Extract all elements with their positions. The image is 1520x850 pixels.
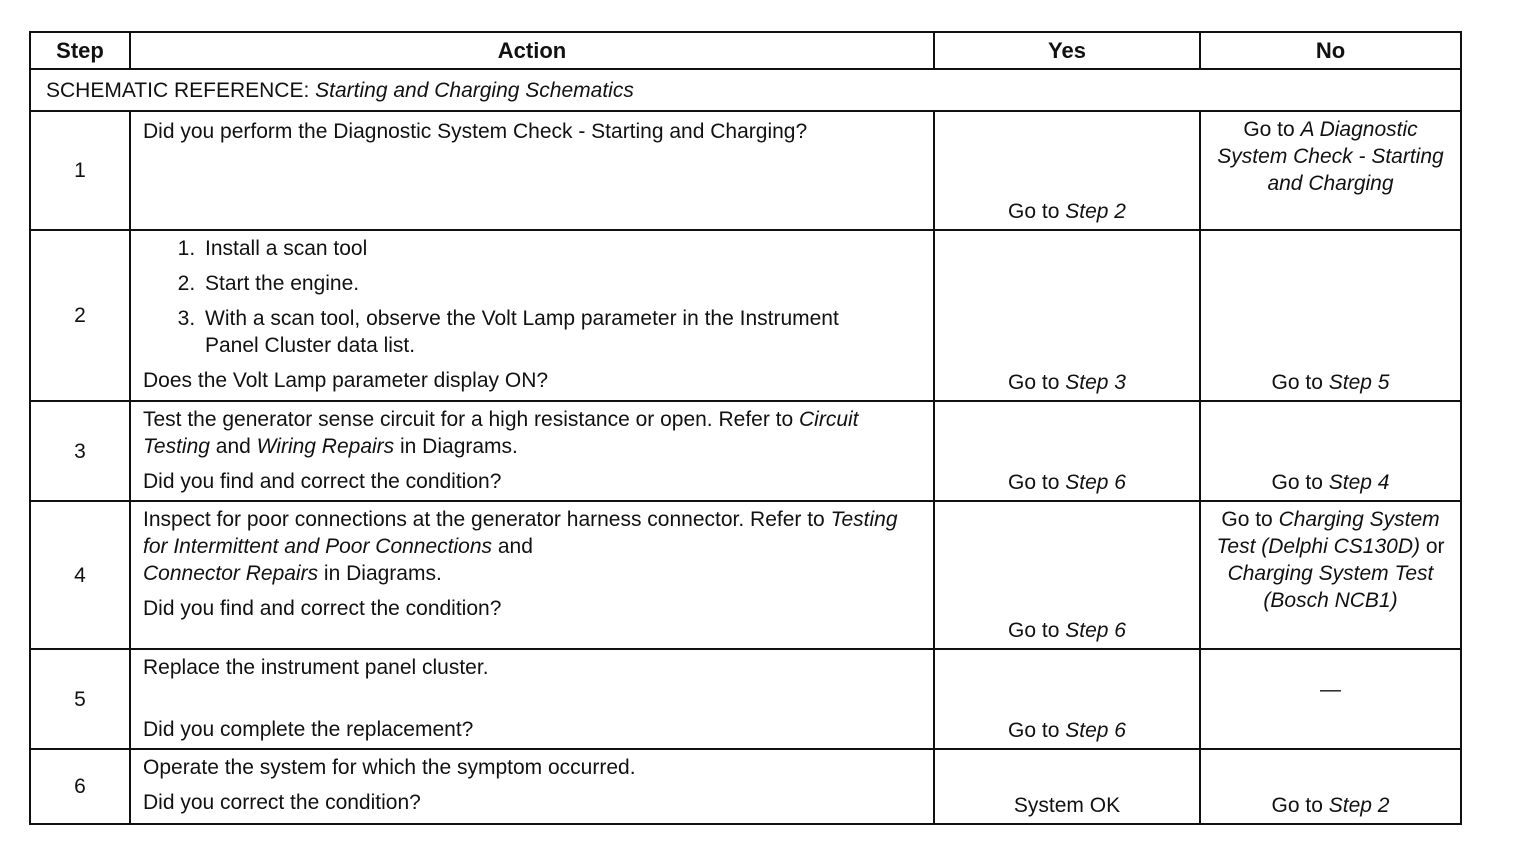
step-number: 6 — [30, 749, 130, 824]
no-prefix: Go to — [1271, 371, 1329, 394]
no-step-ref: Charging System Test (Bosch NCB1) — [1227, 562, 1434, 612]
yes-cell — [934, 230, 1200, 401]
table-row — [30, 230, 1461, 401]
action-text-part: Test the generator sense circuit for a high resistance or open. Refer to — [143, 408, 800, 431]
action-ref: Testing for Intermittent and Poor Connections — [143, 508, 898, 558]
action-text-part: Inspect for poor connections at the generator harness connector. Refer to — [143, 508, 831, 531]
no-cell — [1200, 230, 1461, 401]
table-row — [30, 749, 1461, 824]
yes-step-ref: Step 6 — [1065, 619, 1126, 642]
action-text — [143, 506, 921, 587]
action-question: Did you complete the replacement? — [143, 718, 474, 741]
action-ref: Circuit Testing — [143, 408, 859, 458]
list-item: 3. With a scan tool, observe the Volt Lamp parameter in the Instrument Panel Cluster data list. — [201, 305, 921, 359]
diagnostic-table — [29, 31, 1462, 825]
schematic-label: SCHEMATIC REFERENCE: — [46, 78, 310, 102]
action-text-part: and — [209, 435, 257, 458]
yes-cell — [934, 649, 1200, 749]
yes-prefix: Go to — [1008, 719, 1066, 742]
yes-step-ref: Step 6 — [1065, 471, 1126, 494]
table-row — [30, 501, 1461, 649]
action-question: Does the Volt Lamp parameter display ON? — [143, 369, 549, 392]
action-cell — [130, 111, 934, 230]
no-step-ref: Charging System Test (Delphi CS130D) — [1216, 508, 1440, 558]
yes-prefix: Go to — [1008, 471, 1066, 494]
action-cell — [130, 230, 934, 401]
step-number: 3 — [30, 401, 130, 501]
step-number: 4 — [30, 501, 130, 649]
no-prefix: Go to — [1271, 471, 1329, 494]
action-question: Did you correct the condition? — [143, 791, 421, 814]
action-cell — [130, 749, 934, 824]
yes-prefix: Go to — [1008, 371, 1066, 394]
action-cell — [130, 649, 934, 749]
action-text-part: in Diagrams. — [394, 435, 518, 458]
no-step-ref: Step 4 — [1328, 471, 1390, 494]
action-question: Did you find and correct the condition? — [143, 597, 502, 620]
action-text: Did you perform the Diagnostic System Check - Starting and Charging? — [143, 120, 808, 143]
action-ref: Wiring Repairs — [256, 435, 395, 458]
action-text-part: in Diagrams. — [318, 562, 442, 585]
no-prefix: Go to — [1271, 794, 1329, 817]
yes-prefix: Go to — [1008, 200, 1066, 223]
table-row — [30, 649, 1461, 749]
yes-step-ref: Step 3 — [1065, 371, 1126, 394]
header-no: No — [1200, 32, 1461, 69]
yes-cell — [934, 111, 1200, 230]
header-step: Step — [30, 32, 130, 69]
no-step-ref: A Diagnostic System Check - Starting and Charging — [1217, 118, 1444, 195]
list-item: 1. Install a scan tool — [201, 235, 921, 262]
action-text — [143, 406, 921, 460]
yes-cell: System OK — [934, 749, 1200, 824]
no-cell — [1200, 401, 1461, 501]
table-row — [30, 111, 1461, 230]
header-yes: Yes — [934, 32, 1200, 69]
yes-cell — [934, 401, 1200, 501]
action-text: Operate the system for which the symptom occurred. — [143, 756, 636, 779]
step-number: 1 — [30, 111, 130, 230]
schematic-ref: Starting and Charging Schematics — [315, 78, 634, 102]
no-cell — [1200, 749, 1461, 824]
step-number: 5 — [30, 649, 130, 749]
no-step-ref: Step 5 — [1328, 371, 1390, 394]
action-list — [143, 235, 921, 359]
no-cell — [1200, 501, 1461, 649]
no-or: or — [1419, 535, 1445, 558]
header-row — [30, 32, 1461, 69]
yes-cell — [934, 501, 1200, 649]
action-text-part: and — [492, 535, 533, 558]
header-action: Action — [130, 32, 934, 69]
no-prefix: Go to — [1243, 118, 1301, 141]
no-cell — [1200, 111, 1461, 230]
list-item: 2. Start the engine. — [201, 270, 921, 297]
yes-step-ref: Step 6 — [1065, 719, 1126, 742]
no-step-ref: Step 2 — [1328, 794, 1390, 817]
action-question: Did you find and correct the condition? — [143, 470, 502, 493]
yes-step-ref: Step 2 — [1065, 200, 1126, 223]
yes-prefix: Go to — [1008, 619, 1066, 642]
no-cell: — — [1200, 649, 1461, 749]
action-cell — [130, 501, 934, 649]
step-number: 2 — [30, 230, 130, 401]
no-prefix: Go to — [1221, 508, 1279, 531]
action-ref: Connector Repairs — [143, 562, 319, 585]
action-cell — [130, 401, 934, 501]
schematic-row — [30, 69, 1461, 111]
schematic-reference — [30, 69, 1461, 111]
table-row — [30, 401, 1461, 501]
action-text: Replace the instrument panel cluster. — [143, 656, 489, 679]
